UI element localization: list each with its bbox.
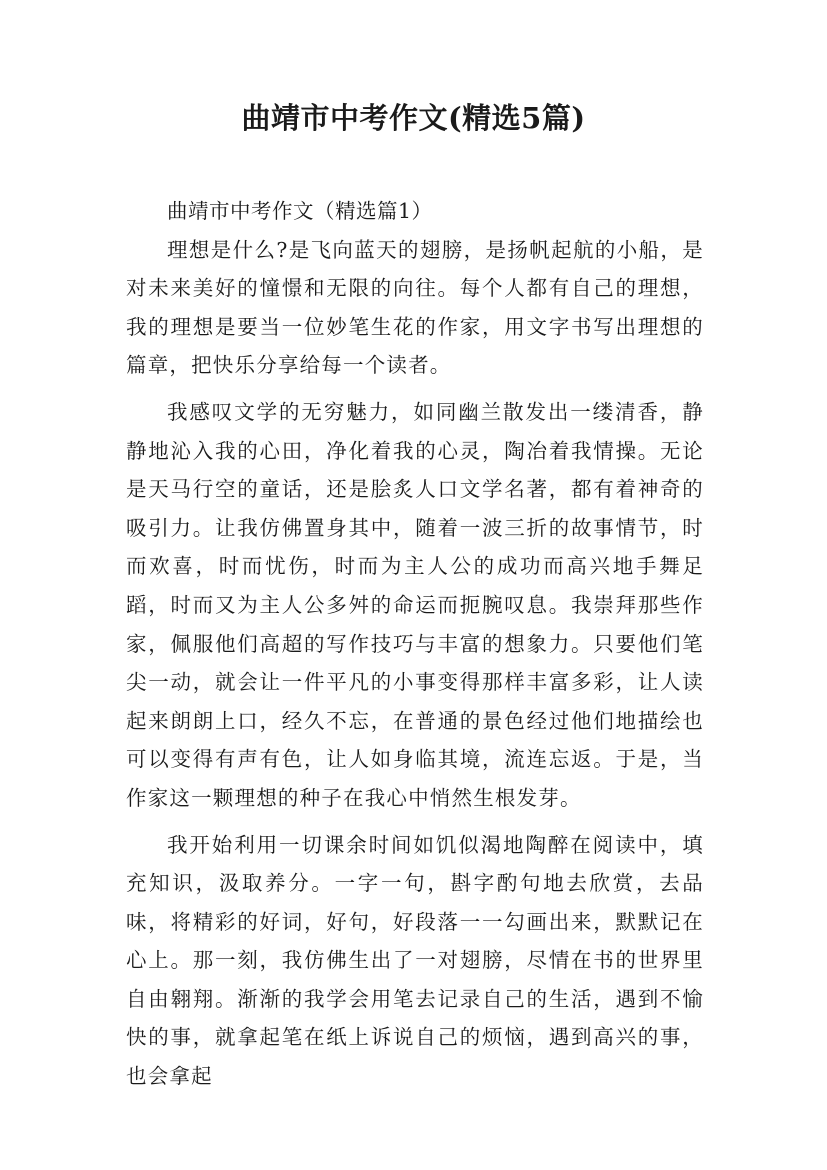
document-body [126,192,704,1104]
paragraph-3: 我开始利用一切课余时间如饥似渴地陶醉在阅读中，填充知识，汲取养分。一字一句，斟字酌句地去欣赏，去品味，将精彩的好词，好句，好段落一一勾画出来，默默记在心上。那一刻，我仿佛生出了一对翅膀，尽情在书的世界里自由翱翔。渐渐的我学会用笔去记录自己的生活，遇到不愉快的事，就拿起笔在纸上诉说自己的烦恼，遇到高兴的事，也会拿起 [126,832,704,1089]
document-title: 曲靖市中考作文(精选5篇) [241,101,586,135]
paragraph-2: 我感叹文学的无穷魅力，如同幽兰散发出一缕清香，静静地沁入我的心田，净化着我的心灵，陶冶着我情操。无论是天马行空的童话，还是脍炙人口文学名著，都有着神奇的吸引力。让我仿佛置身其中，随着一波三折的故事情节，时而欢喜，时而忧伤，时而为主人公的成功而高兴地手舞足蹈，时而又为主人公多舛的命运而扼腕叹息。我崇拜那些作家，佩服他们高超的写作技巧与丰富的想象力。只要他们笔尖一动，就会让一件平凡的小事变得那样丰富多彩，让人读起来朗朗上口，经久不忘，在普通的景色经过他们地描绘也可以变得有声有色，让人如身临其境，流连忘返。于是，当作家这一颗理想的种子在我心中悄然生根发芽。 [126,399,704,810]
section-heading: 曲靖市中考作文（精选篇1） [167,199,433,223]
paragraph-1: 理想是什么?是飞向蓝天的翅膀，是扬帆起航的小船，是对未来美好的憧憬和无限的向往。每个人都有自己的理想，我的理想是要当一位妙笔生花的作家，用文字书写出理想的篇章，把快乐分享给每一个读者。 [126,237,704,378]
